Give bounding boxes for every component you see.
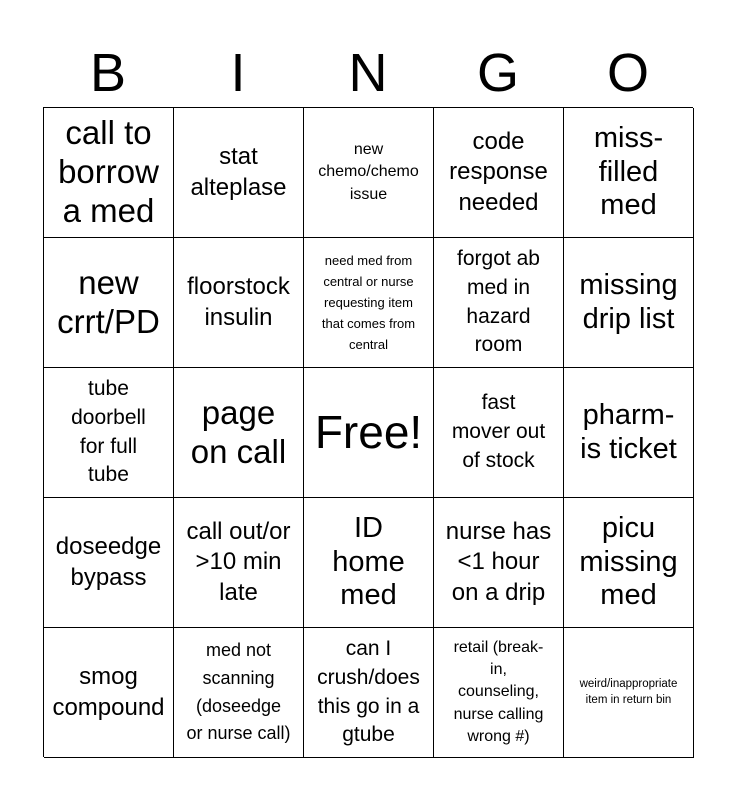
bingo-cell-r1-c5[interactable]	[564, 108, 694, 238]
cell-text: ID home med	[332, 512, 405, 612]
cell-text: new crrt/PD	[57, 263, 160, 340]
bingo-cell-r1-c4[interactable]	[434, 108, 564, 238]
header-letter-n: N	[348, 43, 388, 103]
cell-text: missing drip list	[579, 269, 678, 335]
bingo-cell-r4-c2[interactable]	[174, 498, 304, 628]
cell-text: new chemo/chemo issue	[318, 140, 419, 203]
cell-text: forgot ab med in hazard room	[457, 246, 540, 357]
bingo-cell-r5-c5[interactable]	[564, 628, 694, 758]
bingo-cell-r3-c4[interactable]	[434, 368, 564, 498]
cell-text: floorstock insulin	[187, 273, 290, 331]
cell-text: can I crush/does this go in a gtube	[317, 636, 420, 747]
bingo-cell-free-space[interactable]	[304, 368, 434, 498]
cell-text: call out/or >10 min late	[186, 518, 291, 606]
bingo-cell-r3-c1[interactable]	[44, 368, 174, 498]
bingo-cell-r4-c5[interactable]	[564, 498, 694, 628]
bingo-cell-r4-c3[interactable]	[304, 498, 434, 628]
header-letter-g: G	[476, 43, 519, 103]
bingo-cell-r2-c1[interactable]	[44, 238, 174, 368]
bingo-header	[43, 38, 693, 108]
cell-text: call to borrow a med	[58, 114, 159, 229]
cell-text: code response needed	[449, 128, 548, 216]
bingo-cell-r2-c2[interactable]	[174, 238, 304, 368]
cell-text: pharm- is ticket	[580, 399, 677, 465]
bingo-cell-r2-c3[interactable]	[304, 238, 434, 368]
cell-text: need med from central or nurse requesting item that comes from central	[321, 252, 416, 353]
cell-text: weird/inappropriate item in return bin	[579, 677, 678, 706]
bingo-cell-r1-c3[interactable]	[304, 108, 434, 238]
cell-text: retail (break- in, counseling, nurse calling wrong #)	[453, 638, 544, 746]
cell-text: med not scanning (doseedge or nurse call)	[186, 639, 291, 744]
cell-text: stat alteplase	[190, 143, 287, 201]
cell-text: miss- filled med	[593, 122, 664, 222]
bingo-board	[43, 107, 693, 757]
header-letter-b: B	[89, 43, 127, 103]
bingo-cell-r5-c3[interactable]	[304, 628, 434, 758]
bingo-cell-r3-c5[interactable]	[564, 368, 694, 498]
bingo-cell-r1-c2[interactable]	[174, 108, 304, 238]
cell-text: doseedge bypass	[55, 533, 162, 591]
bingo-cell-r5-c1[interactable]	[44, 628, 174, 758]
cell-text: smog compound	[52, 663, 165, 721]
bingo-cell-r1-c1[interactable]	[44, 108, 174, 238]
header-letter-o: O	[606, 43, 649, 103]
header-letter-i: I	[230, 43, 246, 103]
bingo-cell-r4-c1[interactable]	[44, 498, 174, 628]
bingo-cell-r5-c2[interactable]	[174, 628, 304, 758]
cell-text: page on call	[190, 393, 287, 470]
cell-text: fast mover out of stock	[451, 391, 546, 472]
bingo-cell-r2-c4[interactable]	[434, 238, 564, 368]
cell-text: tube doorbell for full tube	[71, 376, 146, 487]
bingo-cell-r4-c4[interactable]	[434, 498, 564, 628]
free-space-text: Free!	[314, 406, 423, 459]
cell-text: nurse has <1 hour on a drip	[445, 518, 552, 606]
bingo-cell-r2-c5[interactable]	[564, 238, 694, 368]
cell-text: picu missing med	[579, 512, 678, 612]
bingo-cell-r3-c2[interactable]	[174, 368, 304, 498]
bingo-cell-r5-c4[interactable]	[434, 628, 564, 758]
